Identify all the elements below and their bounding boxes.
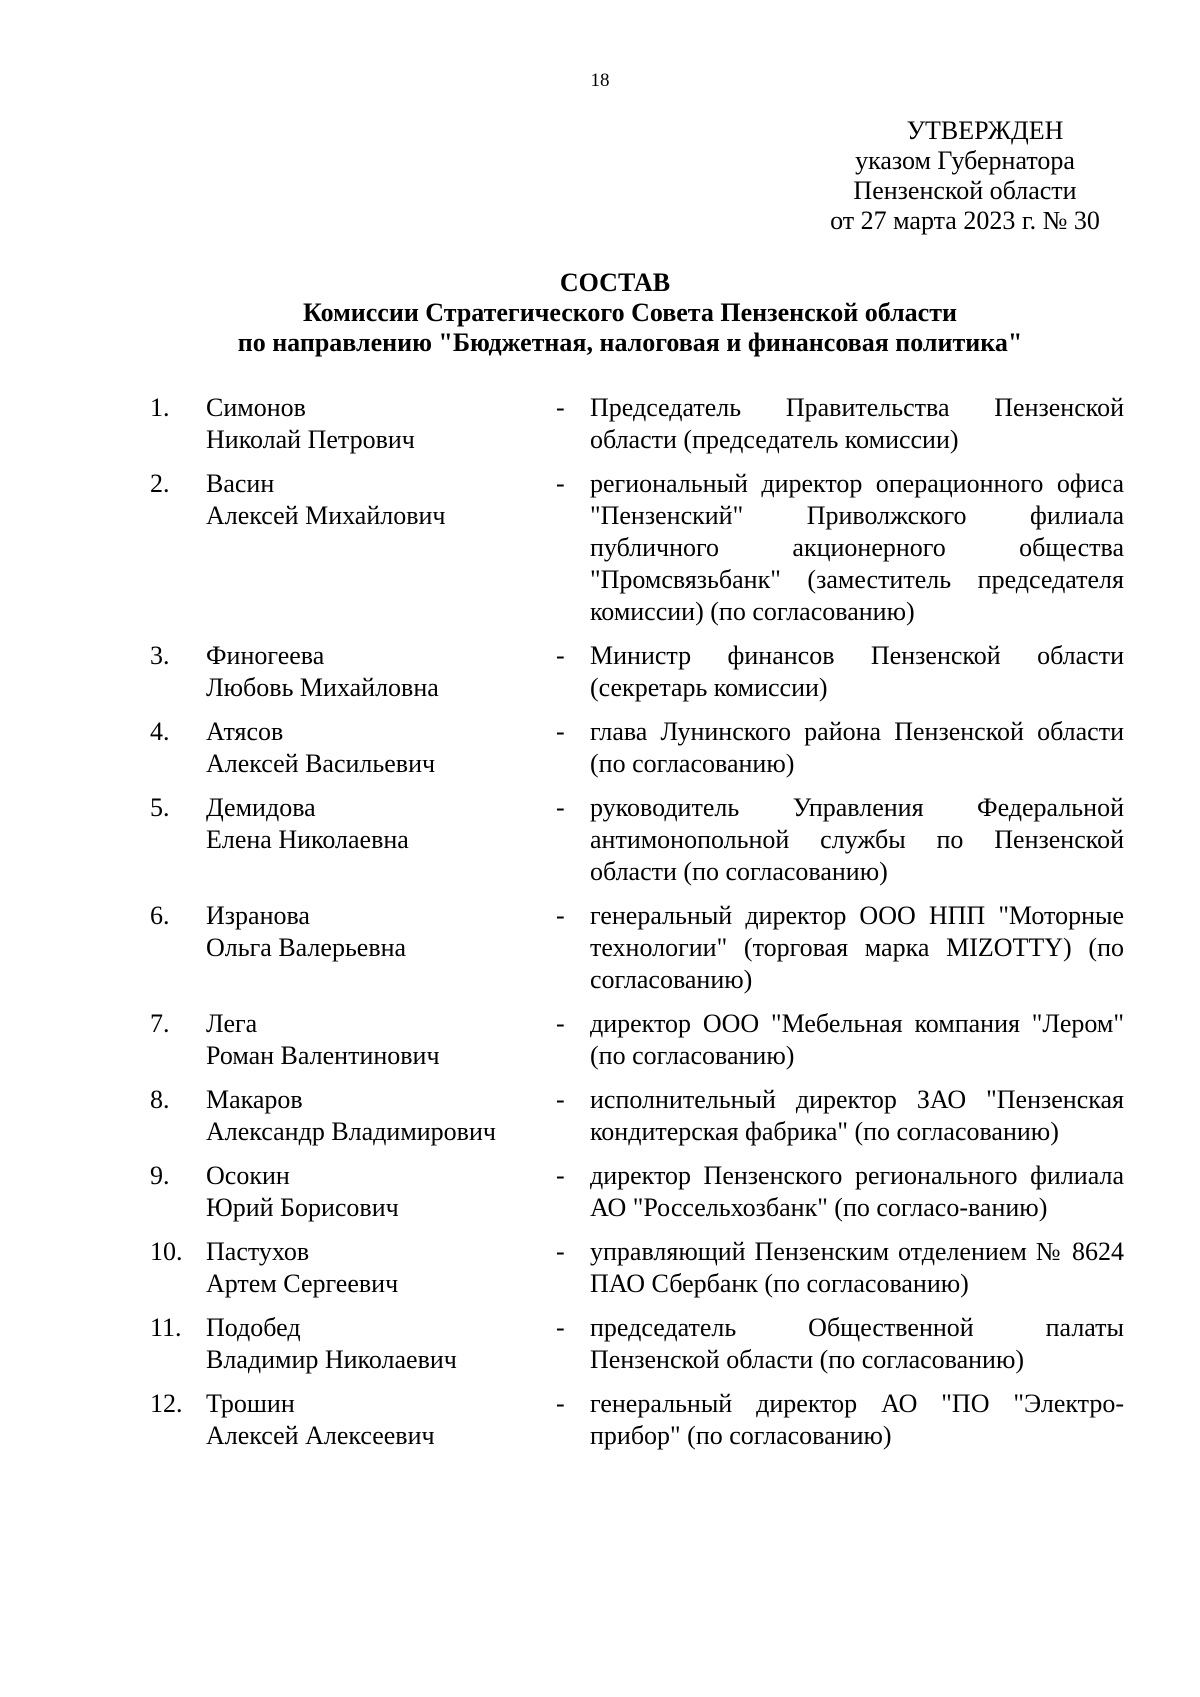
- member-given-name: Ольга Валерьевна: [206, 933, 407, 962]
- member-name: [206, 1312, 556, 1376]
- member-row: [0, 1084, 1200, 1148]
- approval-line: от 27 марта 2023 г. № 30: [830, 206, 1100, 235]
- member-surname: Осокин: [206, 1161, 290, 1190]
- member-given-name: Любовь Михайловна: [206, 673, 439, 702]
- member-dash: -: [556, 793, 565, 822]
- member-number: 8.: [150, 1085, 170, 1114]
- member-given-name: Елена Николаевна: [206, 825, 409, 854]
- member-number: 6.: [150, 901, 170, 930]
- member-dash: -: [556, 1389, 565, 1418]
- approval-line: УТВЕРЖДЕН: [906, 116, 1064, 145]
- member-name: [206, 640, 556, 704]
- member-role: управляющий Пензенским отделением № 8624 ПАО Сбербанк (по согласованию): [590, 1237, 1124, 1298]
- approval-block: [780, 116, 1150, 236]
- member-dash: -: [556, 469, 565, 498]
- member-name: [206, 716, 556, 780]
- member-row: [0, 640, 1200, 704]
- approval-line: указом Губернатора: [855, 146, 1075, 175]
- member-name: [206, 468, 556, 532]
- member-dash: -: [556, 1313, 565, 1342]
- member-role: директор Пензенского регионального филиала АО "Россельхозбанк" (по согласо-ванию): [590, 1161, 1124, 1222]
- member-given-name: Юрий Борисович: [206, 1193, 399, 1222]
- member-dash: -: [556, 1161, 565, 1190]
- member-name: [206, 900, 556, 964]
- member-name: [206, 1388, 556, 1452]
- member-name: [206, 1008, 556, 1072]
- member-given-name: Владимир Николаевич: [206, 1345, 457, 1374]
- title-line: Комиссии Стратегического Совета Пензенской области: [303, 298, 957, 327]
- member-role: генеральный директор АО "ПО "Электро-прибор" (по согласованию): [590, 1389, 1124, 1450]
- member-number: 11.: [150, 1313, 182, 1342]
- approval-line: Пензенской области: [853, 176, 1077, 205]
- member-number: 9.: [150, 1161, 170, 1190]
- member-given-name: Алексей Михайлович: [206, 501, 446, 530]
- member-surname: Васин: [206, 469, 275, 498]
- member-number: 1.: [150, 393, 170, 422]
- member-role: Председатель Правительства Пензенской области (председатель комиссии): [590, 393, 1124, 454]
- member-name: [206, 392, 556, 456]
- member-name: [206, 792, 556, 856]
- member-surname: Пастухов: [206, 1237, 310, 1266]
- member-given-name: Николай Петрович: [206, 425, 415, 454]
- member-surname: Изранова: [206, 901, 310, 930]
- member-row: [0, 1008, 1200, 1072]
- member-role: глава Лунинского района Пензенской области (по согласованию): [590, 717, 1124, 778]
- member-given-name: Алексей Алексеевич: [206, 1421, 435, 1450]
- member-role: руководитель Управления Федеральной антимонопольной службы по Пензенской области (по согласованию): [590, 793, 1124, 886]
- member-surname: Макаров: [206, 1085, 303, 1114]
- member-row: [0, 1160, 1200, 1224]
- member-row: [0, 900, 1200, 996]
- member-dash: -: [556, 1085, 565, 1114]
- member-surname: Подобед: [206, 1313, 301, 1342]
- member-number: 2.: [150, 469, 170, 498]
- member-given-name: Артем Сергеевич: [206, 1269, 399, 1298]
- member-name: [206, 1160, 556, 1224]
- member-number: 10.: [150, 1237, 183, 1266]
- member-name: [206, 1084, 556, 1148]
- member-surname: Симонов: [206, 393, 306, 422]
- member-role: Министр финансов Пензенской области (секретарь комиссии): [590, 641, 1124, 702]
- member-row: [0, 1388, 1200, 1452]
- member-row: [0, 716, 1200, 780]
- member-given-name: Александр Владимирович: [206, 1117, 496, 1146]
- member-number: 5.: [150, 793, 170, 822]
- member-given-name: Роман Валентинович: [206, 1041, 440, 1070]
- member-number: 7.: [150, 1009, 170, 1038]
- member-dash: -: [556, 1009, 565, 1038]
- member-role: директор ООО "Мебельная компания "Лером" (по согласованию): [590, 1009, 1124, 1070]
- member-number: 4.: [150, 717, 170, 746]
- title-line: по направлению "Бюджетная, налоговая и финансовая политика": [237, 328, 1023, 357]
- member-row: [0, 1236, 1200, 1300]
- page-number: 18: [590, 70, 610, 91]
- member-row: [0, 1312, 1200, 1376]
- member-dash: -: [556, 901, 565, 930]
- member-dash: -: [556, 717, 565, 746]
- member-dash: -: [556, 641, 565, 670]
- member-surname: Атясов: [206, 717, 284, 746]
- member-row: [0, 468, 1200, 628]
- member-surname: Трошин: [206, 1389, 295, 1418]
- member-role: исполнительный директор ЗАО "Пензенская кондитерская фабрика" (по согласованию): [590, 1085, 1124, 1146]
- member-surname: Демидова: [206, 793, 316, 822]
- member-role: региональный директор операционного офиса "Пензенский" Приволжского филиала публичного акционерного общества "Промсвязьбанк" (заместитель председателя комиссии) (по согласованию): [590, 469, 1124, 626]
- member-row: [0, 792, 1200, 888]
- document-title: [0, 268, 1200, 358]
- member-role: председатель Общественной палаты Пензенской области (по согласованию): [590, 1313, 1124, 1374]
- member-number: 3.: [150, 641, 170, 670]
- member-dash: -: [556, 393, 565, 422]
- member-role: генеральный директор ООО НПП "Моторные технологии" (торговая марка MIZOTTY) (по согласованию): [590, 901, 1124, 994]
- member-given-name: Алексей Васильевич: [206, 749, 436, 778]
- member-dash: -: [556, 1237, 565, 1266]
- member-name: [206, 1236, 556, 1300]
- member-number: 12.: [150, 1389, 183, 1418]
- title-line: СОСТАВ: [559, 268, 671, 297]
- member-row: [0, 392, 1200, 456]
- member-surname: Лега: [206, 1009, 258, 1038]
- members-list: [0, 392, 1200, 1452]
- member-surname: Финогеева: [206, 641, 325, 670]
